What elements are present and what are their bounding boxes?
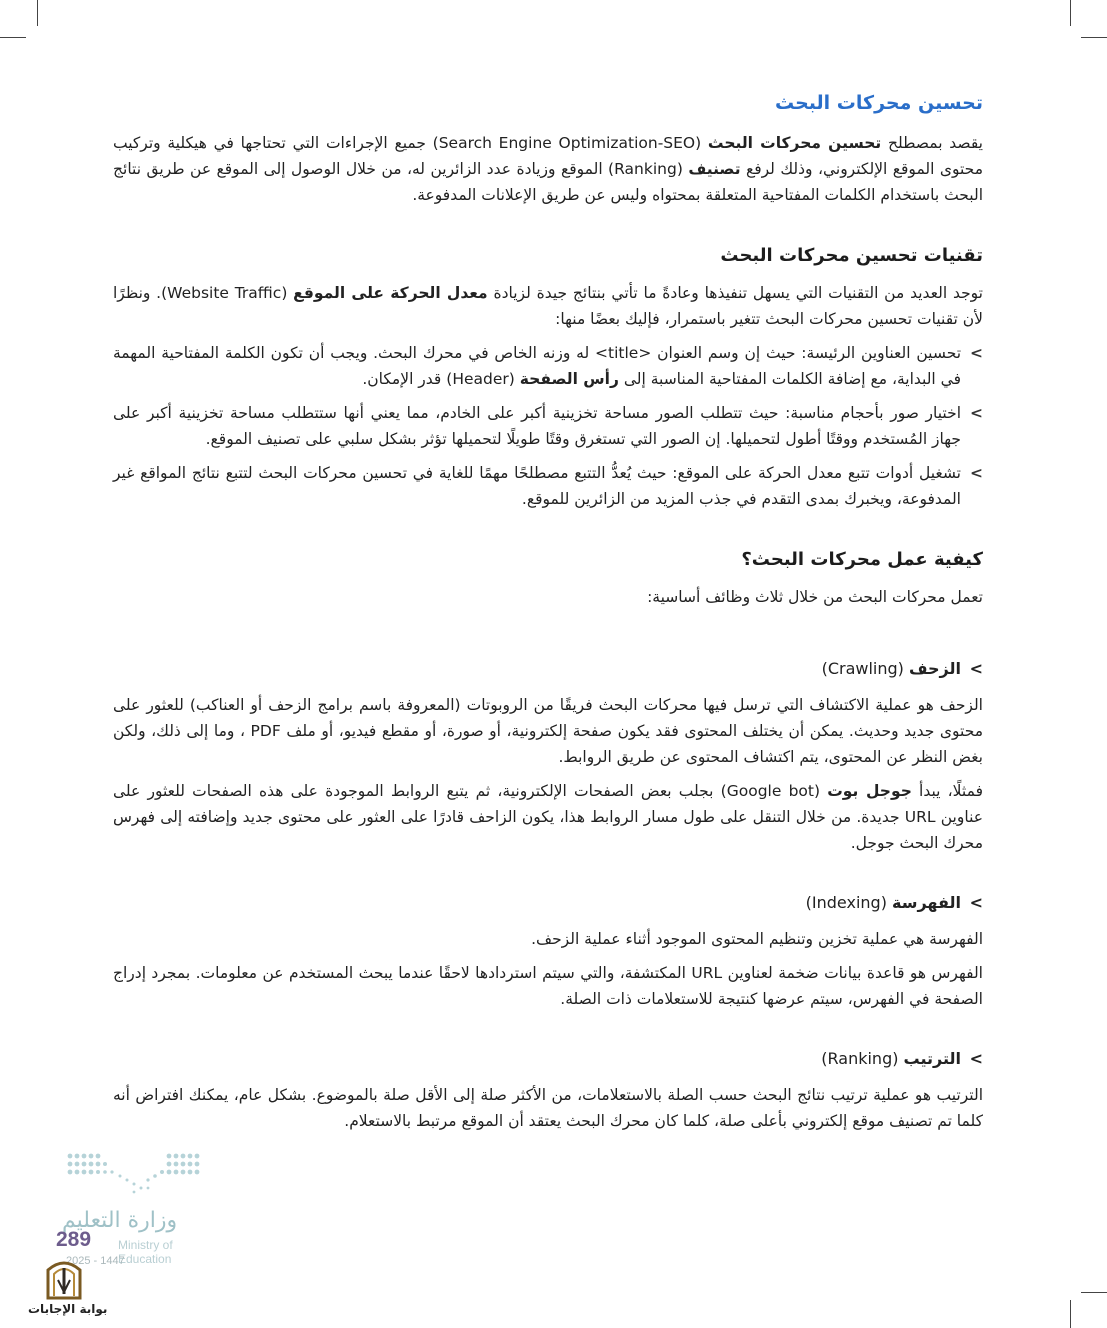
techniques-heading: تقنيات تحسين محركات البحث [720,245,983,266]
intro-paragraph [113,130,983,208]
indexing-title: الفهرسة [892,893,961,912]
intro-term-ranking: تصنيف [688,160,741,178]
ranking-section [113,1046,983,1134]
portal-label: بوابة الإجابات [28,1302,108,1316]
crawling-p2-text-1: فمثلًا، يبدأ [911,782,983,800]
indexing-paragraph-2: الفهرس هو قاعدة بيانات ضخمة لعناوين URL المكتشفة، والتي سيتم استردادها لاحقًا عندما يبحث المستخدم عن معلومات. بمجرد إدراج الصفحة في الفهرس، سيتم عرضها كنتيجة للاستعلامات ذات الصلة. [113,964,983,1008]
ministry-logo [58,1150,208,1270]
ranking-title: الترتيب [903,1049,961,1068]
crawling-section [113,656,983,856]
ranking-en: (Ranking) [821,1049,904,1068]
how-paragraph: تعمل محركات البحث من خلال ثلاث وظائف أساسية: [647,588,983,606]
techniques-text-2: (Website Traffic). ونظرًا لأن تقنيات تحسين محركات البحث تتغير باستمرار، فإليك بعضًا منها: [113,284,983,328]
indexing-en: (Indexing) [805,893,893,912]
bullet-tracking-text: تشغيل أدوات تتبع معدل الحركة على الموقع: حيث يُعدُّ التتبع مصطلحًا مهمًا للغاية في تحسين محركات البحث لتتبع نتائج المواقع غير المدفوعة، ويخبرك بمدى التقدم في جذب المزيد من الزائرين للموقع. [113,464,961,508]
indexing-paragraph-1: الفهرسة هي عملية تخزين وتنظيم المحتوى الموجود أثناء عملية الزحف. [531,930,983,948]
crop-mark-top-right-h [1081,37,1107,38]
crawling-marker: > [969,659,983,678]
crop-mark-top-right [1070,0,1071,26]
edition-year: 2025 - 1447 [66,1255,125,1267]
bullet-images-text: اختيار صور بأحجام مناسبة: حيث تتطلب الصور مساحة تخزينية أكبر على الخادم، مما يعني أنها ستتطلب مساحة تخزينية أكبر على جهاز المُستخدم ووقتًا أطول لتحميلها. إن الصور التي تستغرق وقتًا طويلًا لتحميلها تؤثر بشكل سلبي على تصنيف الموقع. [113,404,961,448]
intro-text-2: (Search Engine Optimization-SEO) جميع الإجراءات التي تحتاجها في هيكلية وتركيب محتوى الموقع الإلكتروني، وذلك لرفع [113,134,983,178]
crawling-p2-text-2: (Google bot) بجلب بعض الصفحات الإلكترونية، ثم يتبع الروابط الموجودة على هذه الصفحات للعثور على عناوين URL جديدة. من خلال التنقل على طول مسار الروابط هذا، يكون الزاحف قادرًا على العثور على محتوى جديد وإضافته إلى فهرس محرك البحث جوجل. [113,782,983,852]
crawling-term-googlebot: جوجل بوت [827,782,912,800]
indexing-marker: > [969,893,983,912]
bullet-images [113,400,983,452]
techniques-paragraph [113,280,983,332]
intro-text-3: (Ranking) الموقع وزيادة عدد الزائرين له، من خلال الوصول إلى الموقع عن طريق نتائج البحث باستخدام الكلمات المفتاحية المتعلقة بمحتواه وليس عن طريق الإعلانات المدفوعة. [113,160,983,204]
crawling-title: الزحف [908,659,961,678]
how-heading: كيفية عمل محركات البحث؟ [741,549,983,570]
crawling-paragraph-2 [113,778,983,856]
bullet-term-header: رأس الصفحة [519,370,619,388]
crop-mark-top-left-h [0,37,26,38]
how-section [113,546,983,610]
indexing-heading [113,890,983,916]
crawling-en: (Crawling) [821,659,909,678]
page-number: 289 [56,1228,92,1251]
bullet-marker: > [970,404,983,422]
ranking-paragraph: الترتيب هو عملية ترتيب نتائج البحث حسب الصلة بالاستعلامات، من الأكثر صلة إلى الأقل صلة بالموضوع. بشكل عام، يمكنك افتراض أنه كلما تم تصنيف موقع إلكتروني بأعلى صلة، كلما كان محرك البحث يعتقد أن الموقع مرتبط بالاستعلام. [113,1086,983,1130]
crop-mark-bottom-right [1070,1300,1071,1328]
bullet-headings-text-2: (Header) قدر الإمكان. [362,370,520,388]
intro-term-seo: تحسين محركات البحث [707,134,882,152]
crop-mark-bottom-right-h [1081,1292,1107,1293]
crop-mark-top-left [37,0,38,26]
bullet-tracking [113,460,983,512]
techniques-term-traffic: معدل الحركة على الموقع [293,284,488,302]
bullet-marker: > [970,464,983,482]
ranking-heading [113,1046,983,1072]
bullet-headings [113,340,983,392]
ministry-name-en: Ministry of Education [118,1238,173,1266]
bullet-headings-text-1: تحسين العناوين الرئيسة: حيث إن وسم العنوان <title> له وزنه الخاص في محرك البحث. ويجب أن تكون الكلمة المفتاحية المهمة في البداية، مع إضافة الكلمات المفتاحية المناسبة إلى [113,344,962,388]
page-title: تحسين محركات البحث [774,92,983,114]
ministry-dots-icon [64,1150,204,1200]
techniques-text-1: توجد العديد من التقنيات التي يسهل تنفيذها وعادةً ما تأتي بنتائج جيدة لزيادة [487,284,983,302]
crawling-paragraph-1: الزحف هو عملية الاكتشاف التي ترسل فيها محركات البحث فريقًا من الروبوتات (المعروفة باسم برامج الزحف أو العناكب) للعثور على محتوى جديد وحديث. يمكن أن يختلف المحتوى فقد يكون صفحة إلكترونية، أو صورة، أو مقطع فيديو، أو ملف PDF ، وما إلى ذلك، ولكن بغض النظر عن المحتوى، يتم اكتشاف المحتوى عن طريق الروابط. [113,696,984,766]
ministry-name-ar: وزارة التعليم [62,1208,178,1233]
techniques-section [113,242,983,512]
crawling-heading [113,656,983,682]
ranking-marker: > [969,1049,983,1068]
book-pen-icon [44,1256,84,1300]
indexing-section [113,890,983,1012]
page-content [113,88,983,1142]
intro-text-1: يقصد بمصطلح [881,134,983,152]
bullet-marker: > [970,344,983,362]
